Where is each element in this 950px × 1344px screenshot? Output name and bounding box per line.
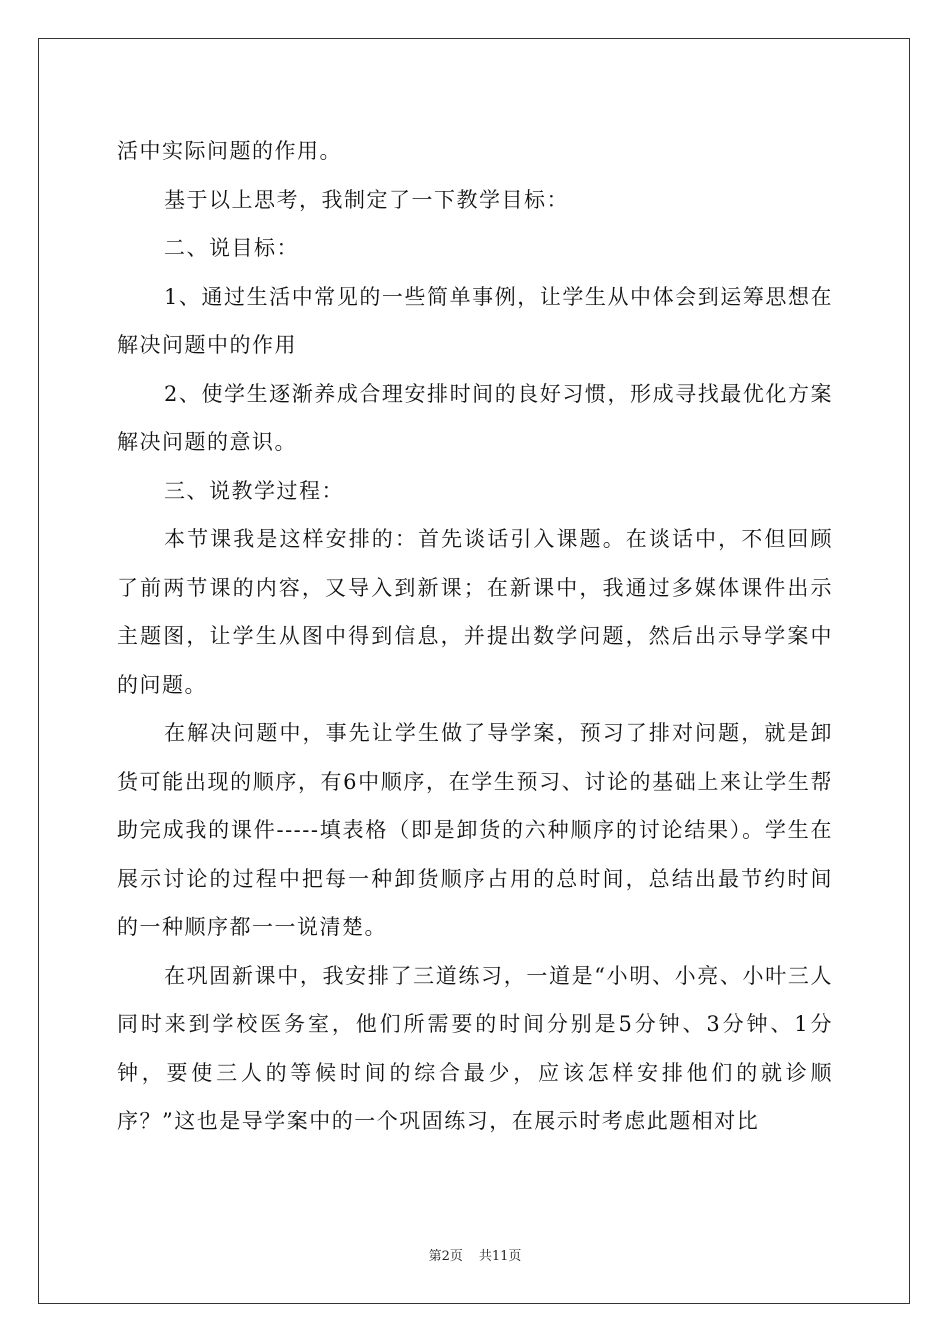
paragraph-problem-solving: 在解决问题中，事先让学生做了导学案，预习了排对问题，就是卸货可能出现的顺序，有6中顺序，在学生预习、讨论的基础上来让学生帮助完成我的课件-----填表格（即是卸货的六种顺序的讨论结果）。学生在展示讨论的过程中把每一种卸货顺序占用的总时间，总结出最节约时间的一种顺序都一一说清楚。 bbox=[117, 721, 833, 939]
page-total: 共11页 bbox=[478, 1249, 522, 1264]
paragraph-1: 活中实际问题的作用。 bbox=[117, 139, 342, 163]
section-heading-process: 三、说教学过程： bbox=[164, 478, 344, 503]
document-body bbox=[117, 127, 833, 1146]
page-number: 第2页 bbox=[428, 1249, 463, 1264]
goal-item-1: 1、通过生活中常见的一些简单事例，让学生从中体会到运筹思想在解决问题中的作用 bbox=[117, 284, 833, 357]
paragraph-2: 基于以上思考，我制定了一下教学目标： bbox=[164, 187, 569, 212]
paragraph-process-intro: 本节课我是这样安排的：首先谈话引入课题。在谈话中，不但回顾了前两节课的内容，又导入到新课；在新课中，我通过多媒体课件出示主题图，让学生从图中得到信息，并提出数学问题，然后出示导学案中的问题。 bbox=[117, 527, 833, 697]
paragraph-consolidation: 在巩固新课中，我安排了三道练习，一道是“小明、小亮、小叶三人同时来到学校医务室，他们所需要的时间分别是5分钟、3分钟、1分钟，要使三人的等候时间的综合最少，应该怎样安排他们的就诊顺序？”这也是导学案中的一个巩固练习，在展示时考虑此题相对比 bbox=[117, 963, 833, 1133]
section-heading-goals: 二、说目标： bbox=[164, 236, 299, 260]
page-footer bbox=[0, 1245, 950, 1264]
goal-item-2: 2、使学生逐渐养成合理安排时间的良好习惯，形成寻找最优化方案解决问题的意识。 bbox=[117, 381, 833, 454]
